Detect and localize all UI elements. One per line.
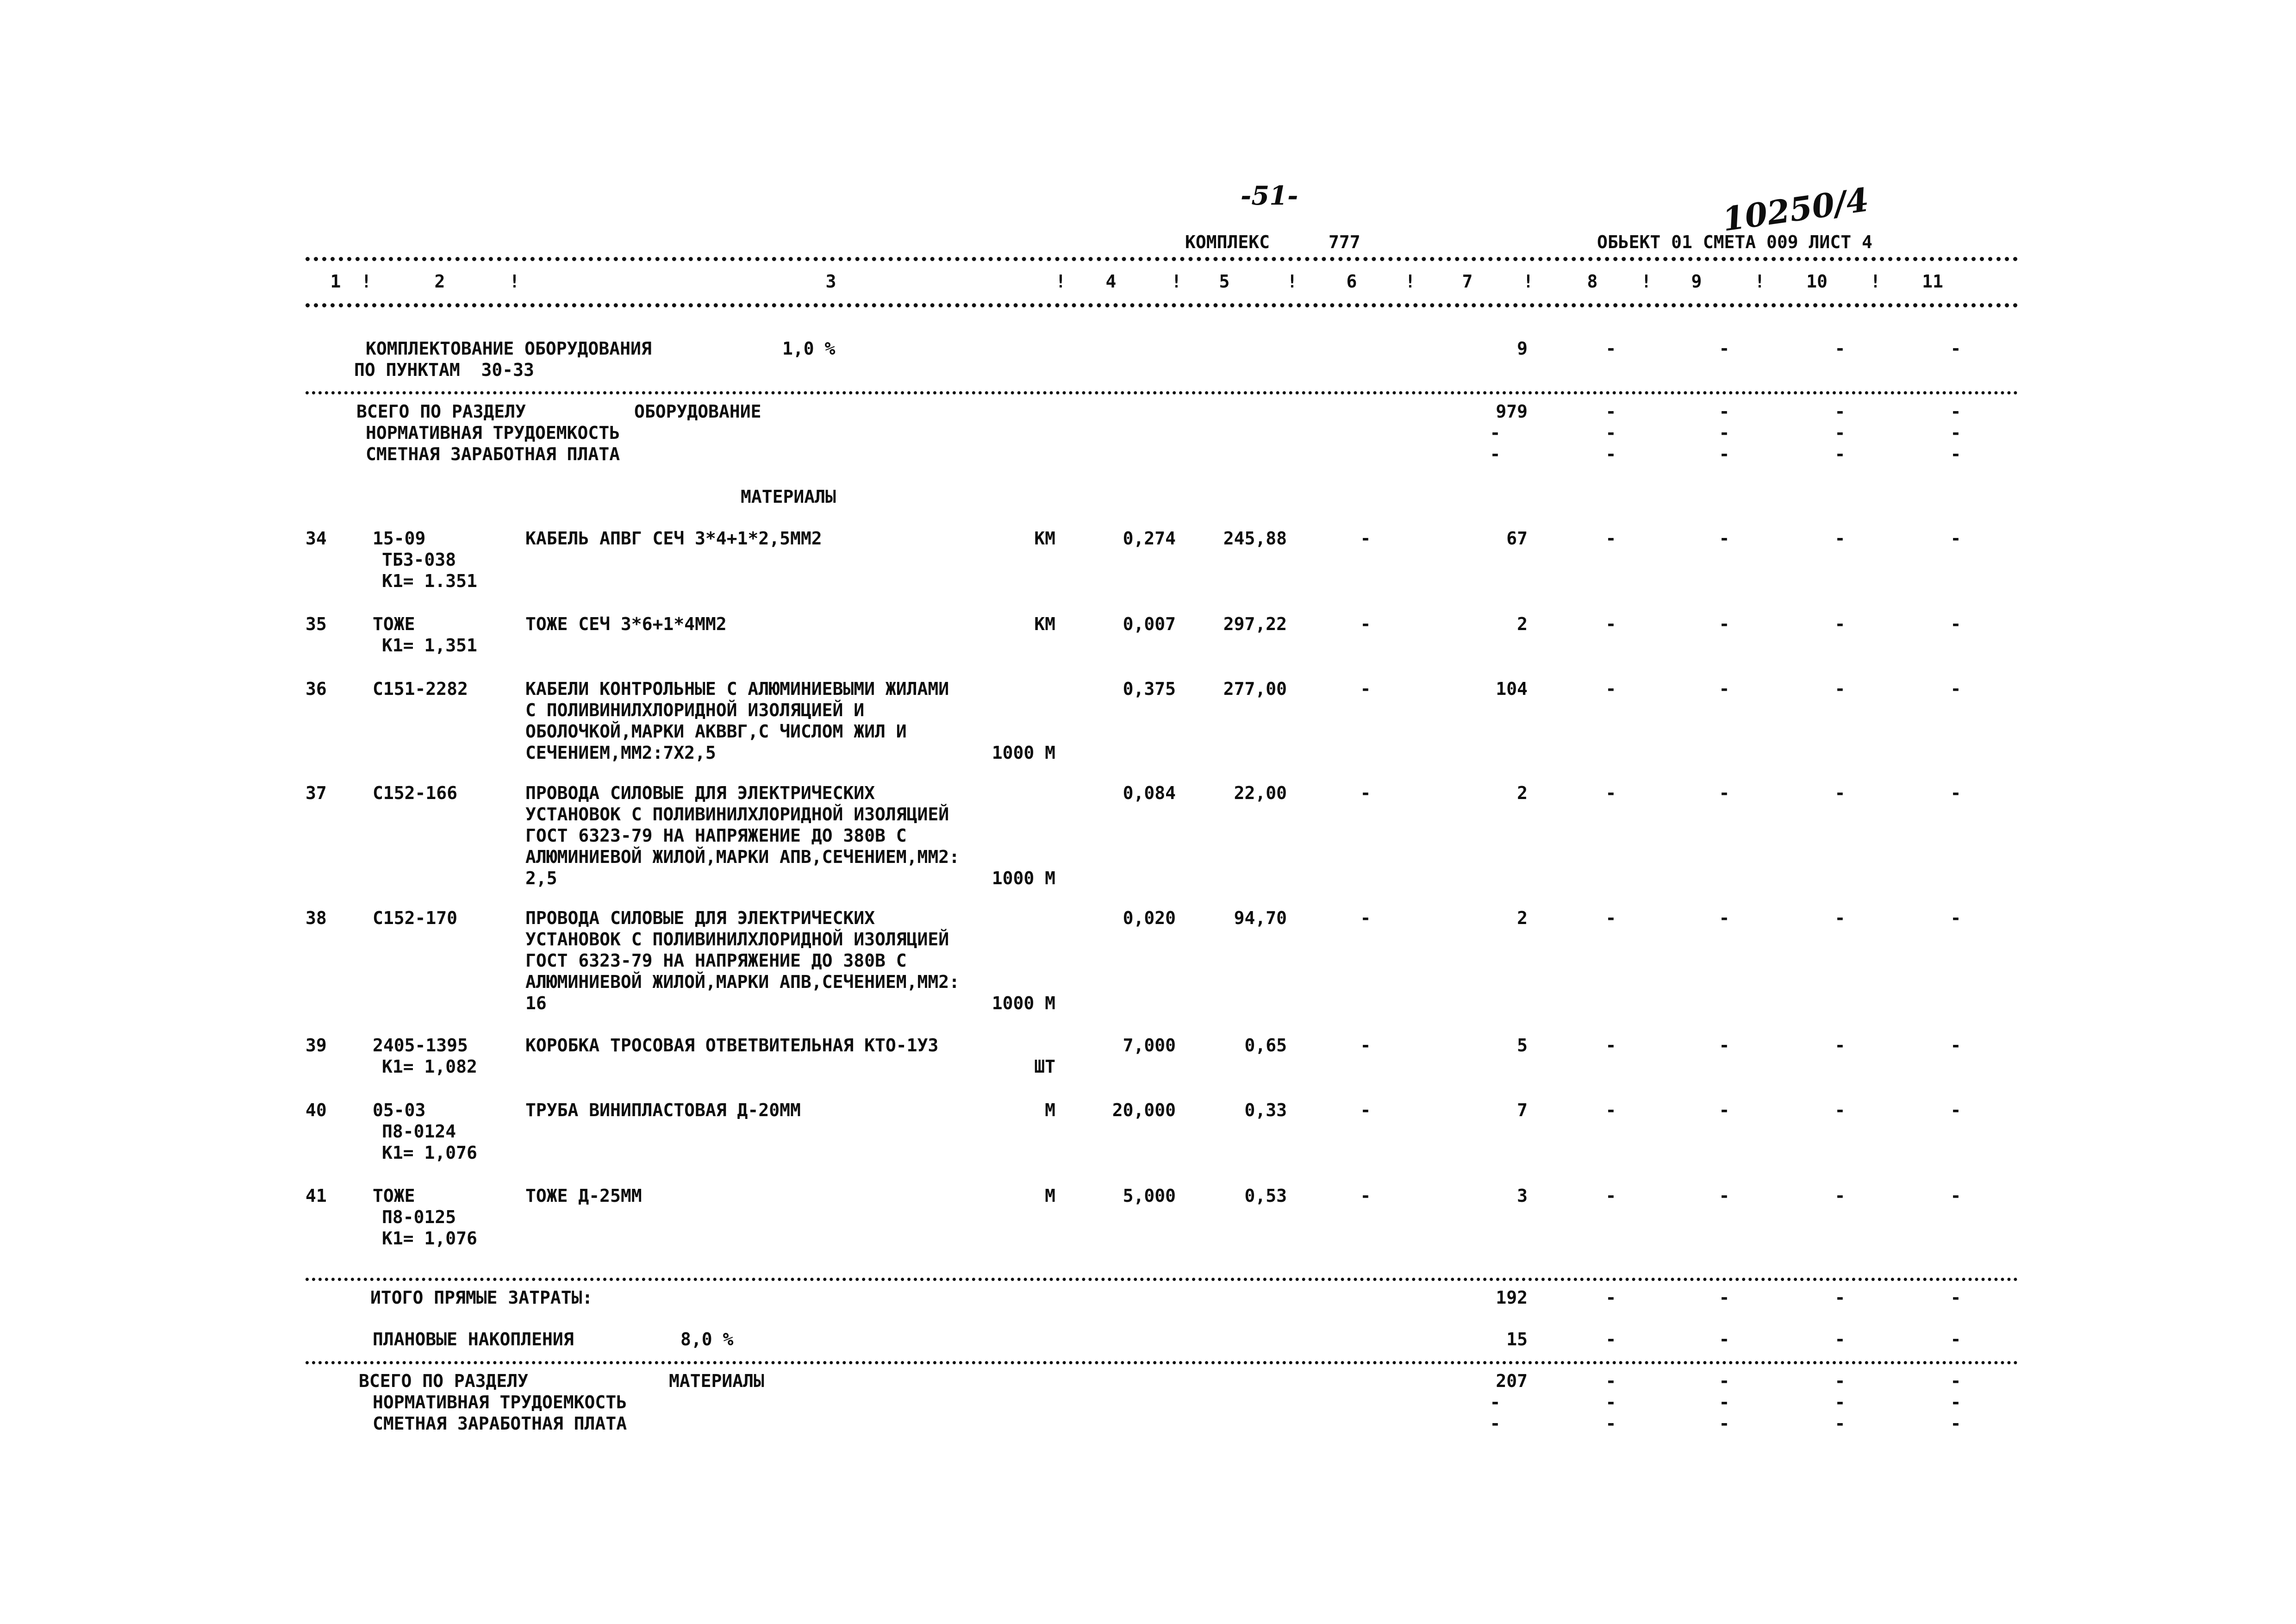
dash-cell: - xyxy=(1834,1413,1846,1434)
direct-costs-label: ИТОГО ПРЯМЫЕ ЗАТРАТЫ: xyxy=(370,1287,593,1308)
row-col7: 5 xyxy=(1517,1035,1528,1056)
row-description: ОБОЛОЧКОЙ,МАРКИ АКВВГ,С ЧИСЛОМ ЖИЛ И xyxy=(525,721,907,742)
dash-cell: - xyxy=(1834,1186,1846,1206)
completion-col7: 9 xyxy=(1517,338,1528,359)
column-separator: ! xyxy=(1287,271,1298,292)
row-number: 35 xyxy=(306,614,327,634)
row-unit: М xyxy=(1045,1100,1055,1120)
row-code: 15-09 xyxy=(373,528,426,549)
row-col7: 2 xyxy=(1517,783,1528,803)
dash-cell: - xyxy=(1719,679,1730,699)
dash-cell: - xyxy=(1605,528,1616,549)
row-description: 16 xyxy=(525,993,547,1013)
column-number: 8 xyxy=(1587,271,1598,292)
row-description: УСТАНОВОК С ПОЛИВИНИЛХЛОРИДНОЙ ИЗОЛЯЦИЕЙ xyxy=(525,804,949,824)
completion-line1: КОМПЛЕКТОВАНИЕ ОБОРУДОВАНИЯ xyxy=(366,338,652,359)
row-description: КОРОБКА ТРОСОВАЯ ОТВЕТВИТЕЛЬНАЯ КТО-1У3 xyxy=(525,1035,939,1056)
column-number: 6 xyxy=(1346,271,1357,292)
row-col7: 2 xyxy=(1517,908,1528,928)
column-number: 7 xyxy=(1462,271,1473,292)
dash-cell: - xyxy=(1950,614,1961,634)
dash-cell: - xyxy=(1490,1413,1501,1434)
row-quantity: 5,000 xyxy=(1123,1186,1176,1206)
dash-cell: - xyxy=(1950,1186,1961,1206)
dash-cell: - xyxy=(1605,423,1616,443)
planned-percent: 8,0 % xyxy=(680,1329,734,1349)
dash-cell: - xyxy=(1834,1371,1846,1391)
dash-cell: - xyxy=(1360,528,1371,549)
column-number: 5 xyxy=(1219,271,1230,292)
dash-cell: - xyxy=(1950,1413,1961,1434)
dash-cell: - xyxy=(1360,614,1371,634)
column-separator: ! xyxy=(1641,271,1652,292)
dash-cell: - xyxy=(1605,444,1616,464)
column-separator: ! xyxy=(509,271,520,292)
dash-cell: - xyxy=(1605,908,1616,928)
row-unit: 1000 М xyxy=(992,868,1055,888)
row-number: 39 xyxy=(306,1035,327,1056)
row-price: 245,88 xyxy=(1223,528,1287,549)
row-description: 2,5 xyxy=(525,868,557,888)
dash-cell: - xyxy=(1719,1329,1730,1349)
row-price: 277,00 xyxy=(1223,679,1287,699)
completion-line2: ПО ПУНКТАМ 30-33 xyxy=(354,360,534,380)
row-price: 0,33 xyxy=(1244,1100,1287,1120)
planned-col7: 15 xyxy=(1506,1329,1528,1349)
row-unit: 1000 М xyxy=(992,743,1055,763)
row-number: 37 xyxy=(306,783,327,803)
completion-percent: 1,0 % xyxy=(782,338,836,359)
row-col7: 7 xyxy=(1517,1100,1528,1120)
dash-cell: - xyxy=(1834,1100,1846,1120)
row-quantity: 0,084 xyxy=(1123,783,1176,803)
equipment-wage: СМЕТНАЯ ЗАРАБОТНАЯ ПЛАТА xyxy=(366,444,620,464)
row-code: С152-170 xyxy=(373,908,458,928)
dash-cell: - xyxy=(1719,1392,1730,1412)
dash-cell: - xyxy=(1950,1035,1961,1056)
dash-cell: - xyxy=(1490,423,1501,443)
row-description: КАБЕЛИ КОНТРОЛЬНЫЕ С АЛЮМИНИЕВЫМИ ЖИЛАМИ xyxy=(525,679,949,699)
dash-cell: - xyxy=(1360,1100,1371,1120)
dash-cell: - xyxy=(1834,1329,1846,1349)
column-separator: ! xyxy=(1754,271,1765,292)
column-separator: ! xyxy=(1523,271,1534,292)
row-code: К1= 1,076 xyxy=(382,1228,477,1249)
dash-cell: - xyxy=(1834,444,1846,464)
dash-cell: - xyxy=(1360,1186,1371,1206)
row-price: 94,70 xyxy=(1234,908,1287,928)
page-number: -51- xyxy=(1241,181,1298,211)
row-code: К1= 1,351 xyxy=(382,635,477,656)
dash-cell: - xyxy=(1719,528,1730,549)
handwritten-code: 10250/4 xyxy=(1720,180,1871,239)
dash-cell: - xyxy=(1719,1371,1730,1391)
dash-cell: - xyxy=(1605,1287,1616,1308)
planned-label: ПЛАНОВЫЕ НАКОПЛЕНИЯ xyxy=(373,1329,574,1349)
row-code: 05-03 xyxy=(373,1100,426,1120)
complex-label: КОМПЛЕКС xyxy=(1185,232,1270,252)
dash-cell: - xyxy=(1950,1371,1961,1391)
materials-wage: СМЕТНАЯ ЗАРАБОТНАЯ ПЛАТА xyxy=(373,1413,627,1434)
dash-cell: - xyxy=(1605,1100,1616,1120)
materials-total-label: ВСЕГО ПО РАЗДЕЛУ xyxy=(359,1371,529,1391)
dash-cell: - xyxy=(1605,1329,1616,1349)
dash-cell: - xyxy=(1950,908,1961,928)
dash-cell: - xyxy=(1719,401,1730,422)
row-quantity: 0,274 xyxy=(1123,528,1176,549)
equipment-total-col7: 979 xyxy=(1496,401,1528,422)
dash-cell: - xyxy=(1605,614,1616,634)
materials-labor-norm: НОРМАТИВНАЯ ТРУДОЕМКОСТЬ xyxy=(373,1392,627,1412)
dash-cell: - xyxy=(1834,338,1846,359)
row-code: ТОЖЕ xyxy=(373,1186,415,1206)
row-description: ТОЖЕ СЕЧ 3*6+1*4ММ2 xyxy=(525,614,727,634)
row-code: П8-0125 xyxy=(382,1207,456,1227)
dash-cell: - xyxy=(1605,1413,1616,1434)
row-code: 2405-1395 xyxy=(373,1035,468,1056)
dash-cell: - xyxy=(1719,423,1730,443)
header-rule-bottom xyxy=(306,303,2018,307)
row-price: 22,00 xyxy=(1234,783,1287,803)
dash-cell: - xyxy=(1950,528,1961,549)
row-unit: КМ xyxy=(1034,528,1055,549)
column-number: 10 xyxy=(1806,271,1828,292)
row-quantity: 0,375 xyxy=(1123,679,1176,699)
row-description: ГОСТ 6323-79 НА НАПРЯЖЕНИЕ ДО 380В С xyxy=(525,950,907,971)
dash-cell: - xyxy=(1719,1413,1730,1434)
row-unit: ШТ xyxy=(1034,1056,1055,1077)
dash-cell: - xyxy=(1719,1186,1730,1206)
dash-cell: - xyxy=(1834,1035,1846,1056)
dash-cell: - xyxy=(1950,1329,1961,1349)
row-code: С151-2282 xyxy=(373,679,468,699)
column-number: 2 xyxy=(434,271,445,292)
dash-cell: - xyxy=(1834,1287,1846,1308)
dash-cell: - xyxy=(1719,783,1730,803)
dash-cell: - xyxy=(1950,1287,1961,1308)
row-number: 38 xyxy=(306,908,327,928)
dash-cell: - xyxy=(1719,1100,1730,1120)
row-description: ТРУБА ВИНИПЛАСТОВАЯ Д-20ММ xyxy=(525,1100,801,1120)
row-description: УСТАНОВОК С ПОЛИВИНИЛХЛОРИДНОЙ ИЗОЛЯЦИЕЙ xyxy=(525,929,949,949)
dash-cell: - xyxy=(1360,1035,1371,1056)
dash-cell: - xyxy=(1834,528,1846,549)
complex-value: 777 xyxy=(1329,232,1360,252)
column-number: 3 xyxy=(825,271,836,292)
object-estimate-sheet: ОБЬЕКТ 01 СМЕТА 009 ЛИСТ 4 xyxy=(1597,232,1872,252)
row-col7: 104 xyxy=(1496,679,1528,699)
header-rule-top xyxy=(306,257,2018,261)
dash-cell: - xyxy=(1834,614,1846,634)
dash-cell: - xyxy=(1490,444,1501,464)
dash-cell: - xyxy=(1605,1371,1616,1391)
row-unit: КМ xyxy=(1034,614,1055,634)
equipment-total-section: ОБОРУДОВАНИЕ xyxy=(634,401,761,422)
materials-heading: МАТЕРИАЛЫ xyxy=(741,487,836,507)
dash-cell: - xyxy=(1360,783,1371,803)
row-code: ТБ3-038 xyxy=(382,550,456,570)
row-price: 0,65 xyxy=(1244,1035,1287,1056)
row-code: К1= 1.351 xyxy=(382,571,477,591)
row-unit: 1000 М xyxy=(992,993,1055,1013)
row-description: ПРОВОДА СИЛОВЫЕ ДЛЯ ЭЛЕКТРИЧЕСКИХ xyxy=(525,783,875,803)
dash-cell: - xyxy=(1719,338,1730,359)
dash-cell: - xyxy=(1834,1392,1846,1412)
equipment-total-label: ВСЕГО ПО РАЗДЕЛУ xyxy=(356,401,526,422)
materials-total-section: МАТЕРИАЛЫ xyxy=(669,1371,764,1391)
row-price: 297,22 xyxy=(1223,614,1287,634)
row-description: ПРОВОДА СИЛОВЫЕ ДЛЯ ЭЛЕКТРИЧЕСКИХ xyxy=(525,908,875,928)
row-description: КАБЕЛЬ АПВГ СЕЧ 3*4+1*2,5ММ2 xyxy=(525,528,822,549)
row-description: ТОЖЕ Д-25ММ xyxy=(525,1186,642,1206)
final-rule xyxy=(306,1361,2018,1364)
row-quantity: 0,007 xyxy=(1123,614,1176,634)
dash-cell: - xyxy=(1719,444,1730,464)
dash-cell: - xyxy=(1605,679,1616,699)
direct-costs-col7: 192 xyxy=(1496,1287,1528,1308)
row-quantity: 7,000 xyxy=(1123,1035,1176,1056)
row-number: 36 xyxy=(306,679,327,699)
dash-cell: - xyxy=(1605,1392,1616,1412)
dash-cell: - xyxy=(1950,1392,1961,1412)
row-col7: 3 xyxy=(1517,1186,1528,1206)
row-code: ТОЖЕ xyxy=(373,614,415,634)
dash-cell: - xyxy=(1605,1035,1616,1056)
dash-cell: - xyxy=(1834,679,1846,699)
dash-cell: - xyxy=(1719,1035,1730,1056)
row-number: 40 xyxy=(306,1100,327,1120)
dash-cell: - xyxy=(1719,908,1730,928)
dash-cell: - xyxy=(1950,1100,1961,1120)
dash-cell: - xyxy=(1950,401,1961,422)
row-description: СЕЧЕНИЕМ,ММ2:7Х2,5 xyxy=(525,743,716,763)
column-number: 9 xyxy=(1691,271,1702,292)
column-number: 4 xyxy=(1105,271,1117,292)
column-separator: ! xyxy=(361,271,372,292)
row-quantity: 0,020 xyxy=(1123,908,1176,928)
column-separator: ! xyxy=(1870,271,1881,292)
row-unit: М xyxy=(1045,1186,1055,1206)
dash-cell: - xyxy=(1605,401,1616,422)
dash-cell: - xyxy=(1605,338,1616,359)
dash-cell: - xyxy=(1719,1287,1730,1308)
row-code: К1= 1,082 xyxy=(382,1056,477,1077)
dash-cell: - xyxy=(1834,423,1846,443)
dash-cell: - xyxy=(1950,423,1961,443)
row-price: 0,53 xyxy=(1244,1186,1287,1206)
row-description: С ПОЛИВИНИЛХЛОРИДНОЙ ИЗОЛЯЦИЕЙ И xyxy=(525,700,865,720)
row-number: 34 xyxy=(306,528,327,549)
dash-cell: - xyxy=(1490,1392,1501,1412)
row-code: К1= 1,076 xyxy=(382,1143,477,1163)
row-quantity: 20,000 xyxy=(1112,1100,1176,1120)
dash-cell: - xyxy=(1950,783,1961,803)
column-separator: ! xyxy=(1171,271,1182,292)
dash-cell: - xyxy=(1605,783,1616,803)
dash-cell: - xyxy=(1360,679,1371,699)
column-number: 11 xyxy=(1922,271,1943,292)
row-description: АЛЮМИНИЕВОЙ ЖИЛОЙ,МАРКИ АПВ,СЕЧЕНИЕМ,ММ2: xyxy=(525,972,960,992)
row-code: С152-166 xyxy=(373,783,458,803)
section-rule xyxy=(306,391,2018,394)
dash-cell: - xyxy=(1834,401,1846,422)
row-description: АЛЮМИНИЕВОЙ ЖИЛОЙ,МАРКИ АПВ,СЕЧЕНИЕМ,ММ2: xyxy=(525,847,960,867)
dash-cell: - xyxy=(1950,338,1961,359)
row-number: 41 xyxy=(306,1186,327,1206)
column-separator: ! xyxy=(1405,271,1416,292)
row-col7: 2 xyxy=(1517,614,1528,634)
row-code: П8-0124 xyxy=(382,1121,456,1142)
dash-cell: - xyxy=(1950,444,1961,464)
dash-cell: - xyxy=(1950,679,1961,699)
dash-cell: - xyxy=(1360,908,1371,928)
column-number: 1 xyxy=(330,271,341,292)
dash-cell: - xyxy=(1605,1186,1616,1206)
column-separator: ! xyxy=(1055,271,1066,292)
equipment-labor-norm: НОРМАТИВНАЯ ТРУДОЕМКОСТЬ xyxy=(366,423,620,443)
row-col7: 67 xyxy=(1506,528,1528,549)
row-description: ГОСТ 6323-79 НА НАПРЯЖЕНИЕ ДО 380В С xyxy=(525,825,907,846)
totals-rule xyxy=(306,1278,2018,1281)
materials-total-col7: 207 xyxy=(1496,1371,1528,1391)
dash-cell: - xyxy=(1719,614,1730,634)
dash-cell: - xyxy=(1834,908,1846,928)
dash-cell: - xyxy=(1834,783,1846,803)
